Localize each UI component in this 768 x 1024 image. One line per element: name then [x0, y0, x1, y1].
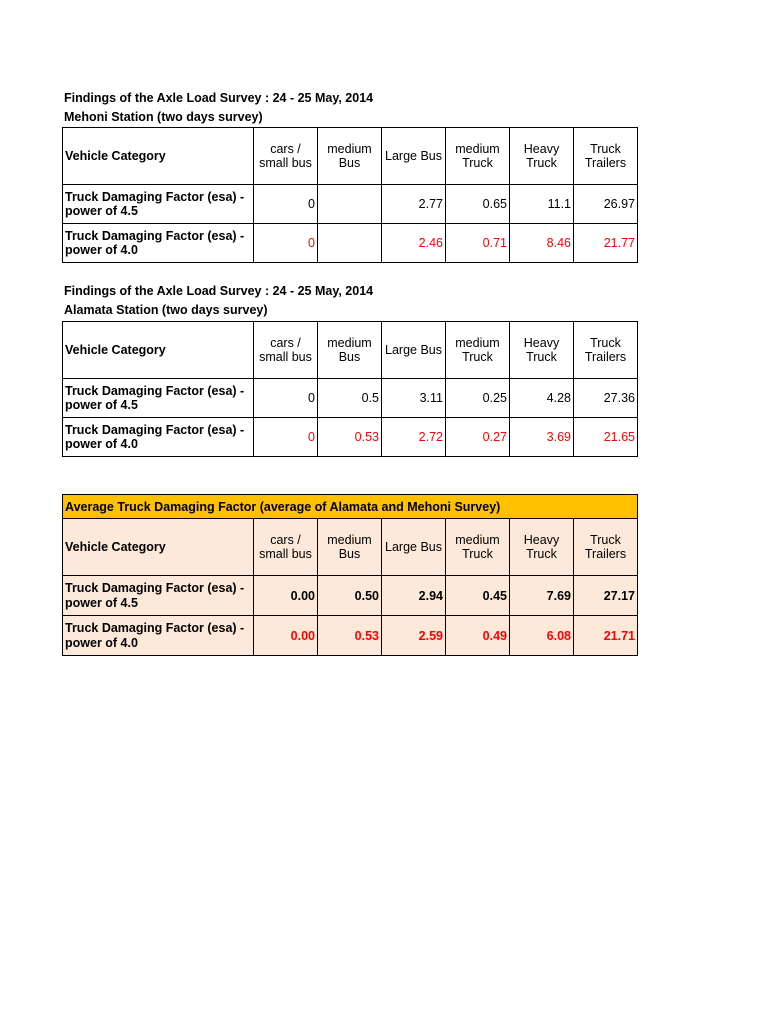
table-cell: 0.45	[446, 576, 510, 616]
mehoni-title: Findings of the Axle Load Survey : 24 - 25 May, 2014	[64, 91, 374, 105]
table-cell: 2.46	[382, 224, 446, 263]
table-cell: 27.36	[574, 379, 638, 418]
column-header: Large Bus	[382, 128, 446, 185]
row-label: Truck Damaging Factor (esa) - power of 4.0	[63, 224, 254, 263]
table-cell: 3.11	[382, 379, 446, 418]
column-header: cars / small bus	[254, 519, 318, 576]
column-header: Large Bus	[382, 519, 446, 576]
table-cell: 0	[254, 185, 318, 224]
table-cell: 0.25	[446, 379, 510, 418]
average-table	[62, 494, 638, 656]
table-cell: 0	[254, 224, 318, 263]
table-cell: 0.53	[318, 418, 382, 457]
table-cell	[318, 224, 382, 263]
table-cell: 7.69	[510, 576, 574, 616]
alamata-title: Findings of the Axle Load Survey : 24 - 25 May, 2014	[64, 284, 374, 298]
row-label: Truck Damaging Factor (esa) - power of 4.5	[63, 576, 254, 616]
table-cell: 2.94	[382, 576, 446, 616]
column-header: Heavy Truck	[510, 322, 574, 379]
row-label: Truck Damaging Factor (esa) - power of 4.0	[63, 616, 254, 656]
average-title: Average Truck Damaging Factor (average of Alamata and Mehoni Survey)	[63, 495, 638, 519]
table-row	[63, 224, 638, 263]
column-header: Truck Trailers	[574, 128, 638, 185]
table-cell: 0.53	[318, 616, 382, 656]
alamata-subtitle: Alamata Station (two days survey)	[64, 303, 268, 317]
table-cell: 0.5	[318, 379, 382, 418]
column-header: Truck Trailers	[574, 322, 638, 379]
column-header: Large Bus	[382, 322, 446, 379]
column-header: cars / small bus	[254, 128, 318, 185]
table-cell: 2.77	[382, 185, 446, 224]
table-row	[63, 576, 638, 616]
vehicle-category-label: Vehicle Category	[63, 519, 254, 576]
table-cell: 6.08	[510, 616, 574, 656]
row-label: Truck Damaging Factor (esa) - power of 4.5	[63, 379, 254, 418]
table-cell: 11.1	[510, 185, 574, 224]
row-label: Truck Damaging Factor (esa) - power of 4.5	[63, 185, 254, 224]
table-cell: 21.65	[574, 418, 638, 457]
column-header: Heavy Truck	[510, 519, 574, 576]
table-row	[63, 379, 638, 418]
alamata-heading	[64, 282, 373, 320]
table-cell: 0.00	[254, 576, 318, 616]
table-cell: 8.46	[510, 224, 574, 263]
table-cell: 2.72	[382, 418, 446, 457]
table-row	[63, 418, 638, 457]
table-cell	[318, 185, 382, 224]
vehicle-category-label: Vehicle Category	[63, 128, 254, 185]
column-header: Heavy Truck	[510, 128, 574, 185]
table-row	[63, 185, 638, 224]
table-cell: 21.71	[574, 616, 638, 656]
table-cell: 2.59	[382, 616, 446, 656]
mehoni-table	[62, 127, 638, 263]
column-header: medium Truck	[446, 128, 510, 185]
column-header: medium Bus	[318, 128, 382, 185]
alamata-header-row	[63, 322, 638, 379]
column-header: Truck Trailers	[574, 519, 638, 576]
column-header: medium Bus	[318, 322, 382, 379]
table-cell: 0.27	[446, 418, 510, 457]
column-header: cars / small bus	[254, 322, 318, 379]
mehoni-heading	[64, 89, 373, 127]
vehicle-category-label: Vehicle Category	[63, 322, 254, 379]
column-header: medium Truck	[446, 519, 510, 576]
table-row	[63, 616, 638, 656]
table-cell: 0.00	[254, 616, 318, 656]
average-title-row	[63, 495, 638, 519]
row-label: Truck Damaging Factor (esa) - power of 4.0	[63, 418, 254, 457]
table-cell: 0.65	[446, 185, 510, 224]
table-cell: 4.28	[510, 379, 574, 418]
table-cell: 0.50	[318, 576, 382, 616]
column-header: medium Bus	[318, 519, 382, 576]
table-cell: 0.49	[446, 616, 510, 656]
mehoni-subtitle: Mehoni Station (two days survey)	[64, 110, 263, 124]
table-cell: 3.69	[510, 418, 574, 457]
table-cell: 21.77	[574, 224, 638, 263]
table-cell: 0.71	[446, 224, 510, 263]
table-cell: 27.17	[574, 576, 638, 616]
table-cell: 0	[254, 379, 318, 418]
table-cell: 26.97	[574, 185, 638, 224]
alamata-table	[62, 321, 638, 457]
average-header-row	[63, 519, 638, 576]
mehoni-header-row	[63, 128, 638, 185]
table-cell: 0	[254, 418, 318, 457]
column-header: medium Truck	[446, 322, 510, 379]
